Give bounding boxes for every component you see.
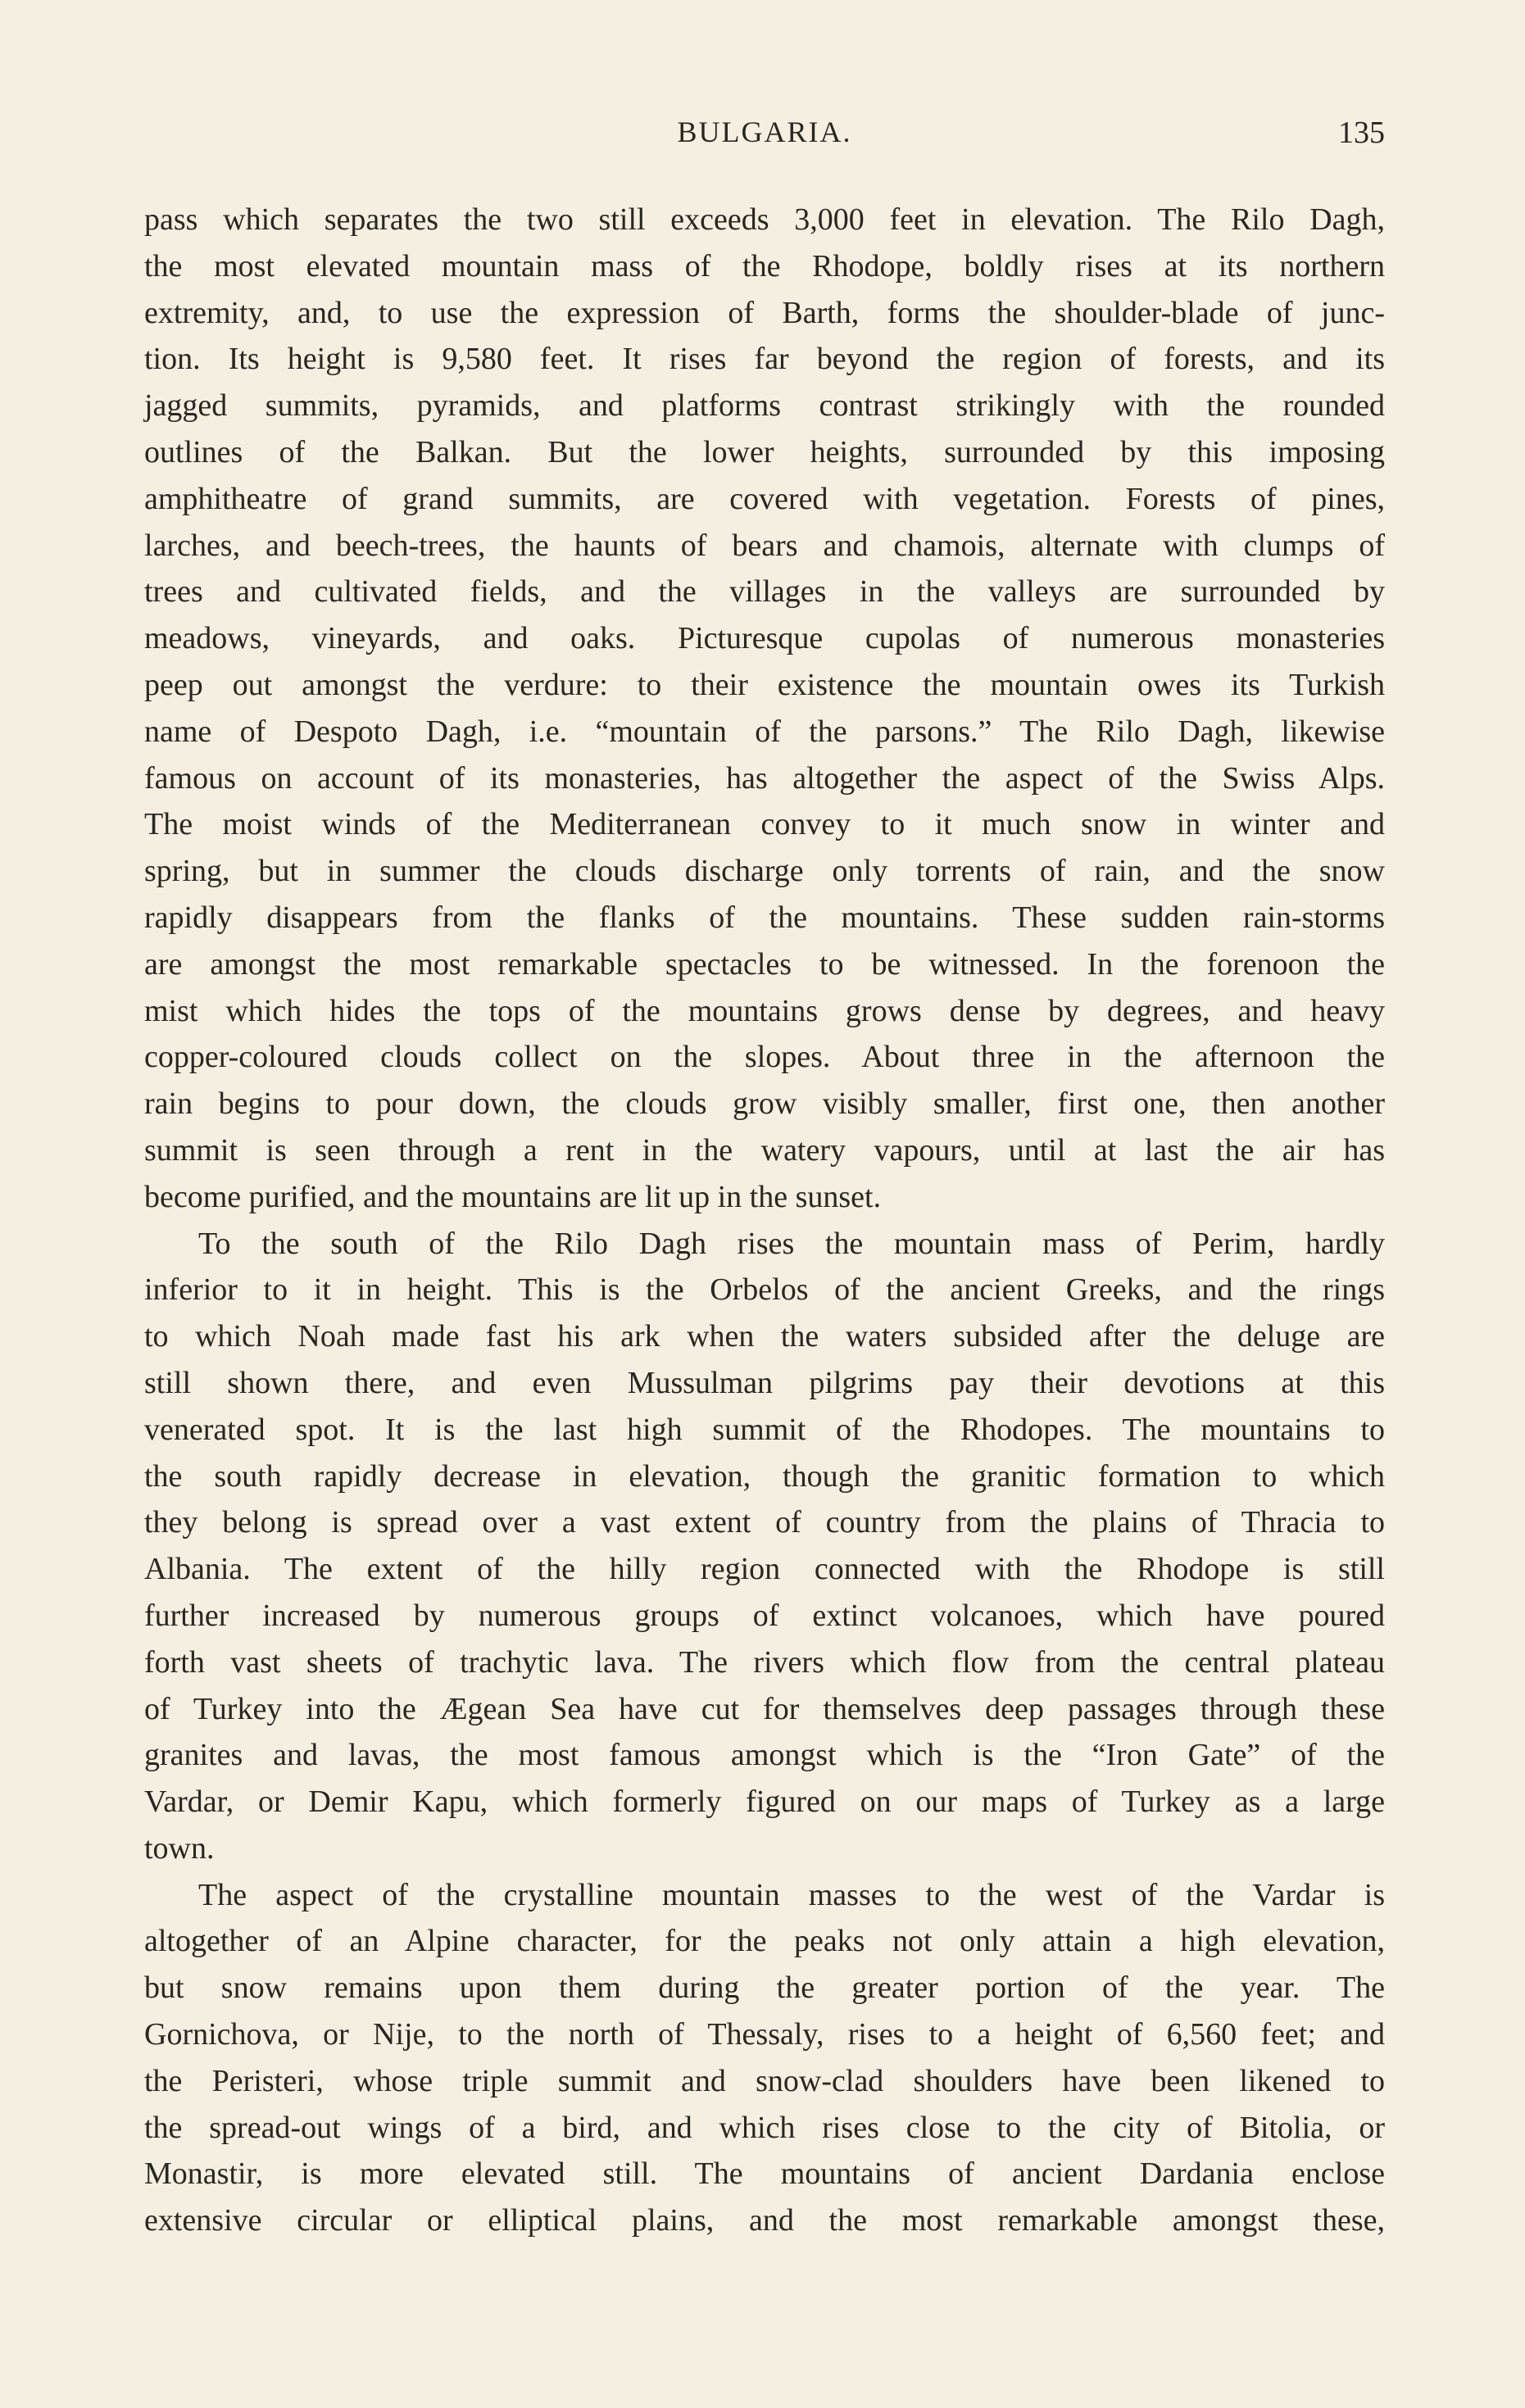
text-line: famous on account of its monasteries, has altogether the aspect of the Swiss Alps. xyxy=(144,760,1385,796)
text-line: the most elevated mountain mass of the Rhodope, boldly rises at its northern xyxy=(144,248,1385,283)
text-line: town. xyxy=(144,1830,215,1866)
text-line: forth vast sheets of trachytic lava. The rivers which flow from the central plateau xyxy=(144,1644,1385,1680)
text-line: tion. Its height is 9,580 feet. It rises far beyond the region of forests, and its xyxy=(144,342,1385,377)
text-line: but snow remains upon them during the greater portion of the year. The xyxy=(144,1970,1385,2006)
text-line: mist which hides the tops of the mountains grows dense by degrees, and heavy xyxy=(144,993,1385,1028)
text-line: Vardar, or Demir Kapu, which formerly figured on our maps of Turkey as a large xyxy=(144,1784,1385,1820)
text-line: amphitheatre of grand summits, are covered with vegetation. Forests of pines, xyxy=(144,481,1385,516)
text-line: rain begins to pour down, the clouds grow visibly smaller, first one, then another xyxy=(144,1086,1385,1122)
text-line: inferior to it in height. This is the Orbelos of the ancient Greeks, and the rings xyxy=(144,1272,1385,1308)
text-line: larches, and beech-trees, the haunts of bears and chamois, alternate with clumps of xyxy=(144,528,1385,563)
text-line: of Turkey into the Ægean Sea have cut for themselves deep passages through these xyxy=(144,1691,1385,1726)
text-line: Albania. The extent of the hilly region connected with the Rhodope is still xyxy=(144,1552,1385,1587)
text-line: To the south of the Rilo Dagh rises the mountain mass of Perim, hardly xyxy=(198,1226,1385,1261)
text-line: further increased by numerous groups of extinct volcanoes, which have poured xyxy=(144,1598,1385,1633)
body-text xyxy=(144,197,1385,2244)
text-line: trees and cultivated fields, and the villages in the valleys are surrounded by xyxy=(144,574,1385,610)
text-line: Gornichova, or Nije, to the north of Thessaly, rises to a height of 6,560 feet; and xyxy=(144,2017,1385,2052)
text-line: rapidly disappears from the flanks of the mountains. These sudden rain-storms xyxy=(144,900,1385,935)
text-line: extensive circular or elliptical plains, and the most remarkable amongst these, xyxy=(144,2203,1385,2238)
text-line: The aspect of the crystalline mountain masses to the west of the Vardar is xyxy=(198,1877,1385,1912)
text-line: summit is seen through a rent in the watery vapours, until at last the air has xyxy=(144,1132,1385,1168)
text-line: granites and lavas, the most famous amongst which is the “Iron Gate” of the xyxy=(144,1738,1385,1773)
text-line: pass which separates the two still exceeds 3,000 feet in elevation. The Rilo Dagh, xyxy=(144,202,1385,237)
text-line: to which Noah made fast his ark when the waters subsided after the deluge are xyxy=(144,1319,1385,1354)
text-line: Monastir, is more elevated still. The mountains of ancient Dardania enclose xyxy=(144,2156,1385,2192)
text-line: the spread-out wings of a bird, and which rises close to the city of Bitolia, or xyxy=(144,2110,1385,2145)
text-line: spring, but in summer the clouds discharge only torrents of rain, and the snow xyxy=(144,854,1385,889)
text-line: The moist winds of the Mediterranean convey to it much snow in winter and xyxy=(144,807,1385,842)
running-title: BULGARIA. xyxy=(677,116,852,148)
page-number: 135 xyxy=(1338,116,1385,150)
text-line: venerated spot. It is the last high summit of the Rhodopes. The mountains to xyxy=(144,1412,1385,1447)
text-line: they belong is spread over a vast extent of country from the plains of Thracia to xyxy=(144,1505,1385,1540)
page-header xyxy=(144,115,1385,164)
text-line: outlines of the Balkan. But the lower heights, surrounded by this imposing xyxy=(144,434,1385,469)
text-line: peep out amongst the verdure: to their existence the mountain owes its Turkish xyxy=(144,667,1385,702)
text-line: jagged summits, pyramids, and platforms contrast strikingly with the rounded xyxy=(144,388,1385,424)
text-line: extremity, and, to use the expression of Barth, forms the shoulder-blade of junc- xyxy=(144,295,1385,330)
text-line: the Peristeri, whose triple summit and snow-clad shoulders have been likened to xyxy=(144,2063,1385,2098)
text-line: altogether of an Alpine character, for the peaks not only attain a high elevation, xyxy=(144,1924,1385,1959)
text-line: copper-coloured clouds collect on the slopes. About three in the afternoon the xyxy=(144,1040,1385,1075)
text-line: still shown there, and even Mussulman pilgrims pay their devotions at this xyxy=(144,1365,1385,1400)
text-line: become purified, and the mountains are lit up in the sunset. xyxy=(144,1179,882,1214)
text-line: name of Despoto Dagh, i.e. “mountain of the parsons.” The Rilo Dagh, likewise xyxy=(144,714,1385,749)
text-line: meadows, vineyards, and oaks. Picturesque cupolas of numerous monasteries xyxy=(144,621,1385,656)
text-line: are amongst the most remarkable spectacles to be witnessed. In the forenoon the xyxy=(144,946,1385,982)
text-line: the south rapidly decrease in elevation, though the granitic formation to which xyxy=(144,1458,1385,1494)
